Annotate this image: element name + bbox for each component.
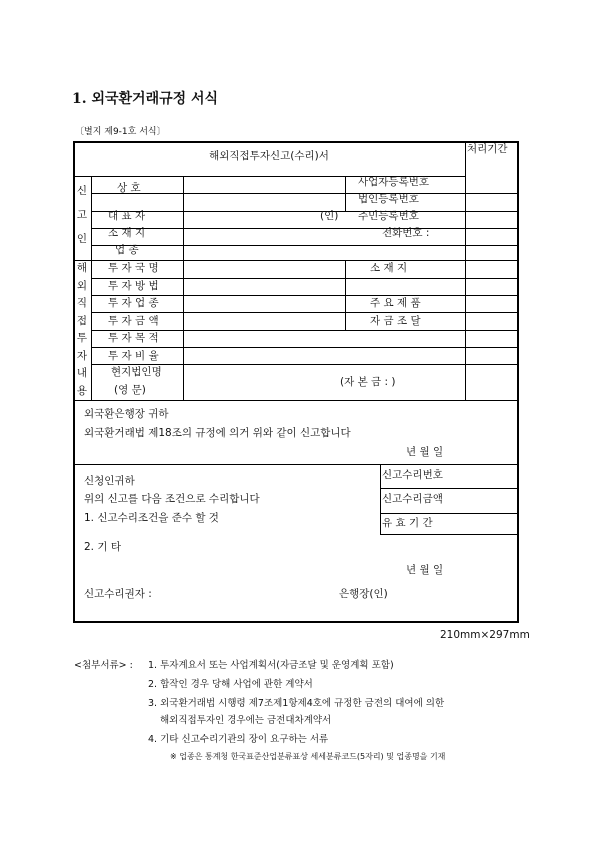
invest-ratio-label: 투 자 비 율 bbox=[108, 350, 159, 362]
accept-no-label: 신고수리번호 bbox=[382, 469, 443, 481]
address-label: 소 재 지 bbox=[108, 227, 146, 239]
accept-text: 위의 신고를 다음 조건으로 수리합니다 bbox=[84, 493, 260, 505]
invest-industry-label: 투 자 업 종 bbox=[108, 297, 159, 309]
trade-name-label: 상 호 bbox=[117, 182, 141, 194]
phone-label: 전화번호 : bbox=[382, 227, 430, 239]
attachment-item-3-cont: 해외직접투자인 경우에는 금전대차계약서 bbox=[160, 715, 332, 726]
section-invest-1: 해 bbox=[76, 262, 88, 274]
attachments-label: <첨부서류> : bbox=[74, 660, 133, 671]
business-type-label: 업 종 bbox=[115, 244, 139, 256]
section-invest-3: 직 bbox=[76, 297, 88, 309]
invest-purpose-label: 투 자 목 적 bbox=[108, 332, 159, 344]
english-name-label: (영 문) bbox=[114, 384, 146, 396]
condition-2-text: 2. 기 타 bbox=[84, 541, 121, 553]
attachment-item-2: 2. 합작인 경우 당해 사업에 관한 계약서 bbox=[148, 679, 313, 690]
resident-reg-no-label: 주민등록번호 bbox=[358, 210, 419, 222]
date-text: 년 월 일 bbox=[406, 446, 444, 458]
page-heading: 1. 외국환거래규정 서식 bbox=[72, 91, 219, 107]
local-corp-name-label: 현지법인명 bbox=[111, 366, 162, 378]
bank-head-label: 은행장(인) bbox=[339, 588, 388, 600]
processing-period-label: 처리기간 bbox=[467, 143, 508, 155]
declaration-text: 외국환거래법 제18조의 규정에 의거 위와 같이 신고합니다 bbox=[84, 427, 351, 439]
date2-text: 년 월 일 bbox=[406, 564, 444, 576]
attachment-item-1: 1. 투자계요서 또는 사업계획서(자금조달 및 운영계획 포함) bbox=[148, 660, 394, 671]
form-reference: 〔별지 제9-1호 서식〕 bbox=[75, 127, 166, 137]
representative-label: 대 표 자 bbox=[108, 210, 146, 222]
applicant-text: 신청인귀하 bbox=[84, 475, 135, 487]
addressee-text: 외국환은행장 귀하 bbox=[84, 408, 169, 420]
invest-country-label: 투 자 국 명 bbox=[108, 262, 159, 274]
section-invest-7: 내 bbox=[76, 367, 88, 379]
corp-reg-no-label: 법인등록번호 bbox=[358, 193, 419, 205]
section-invest-4: 접 bbox=[76, 315, 88, 327]
section-invest-6: 자 bbox=[76, 350, 88, 362]
attachment-item-3: 3. 외국환거래법 시행령 제7조제1항제4호에 규정한 금전의 대여에 의한 bbox=[148, 698, 445, 709]
capital-label: (자 본 금 : ) bbox=[340, 376, 396, 388]
section-invest-5: 투 bbox=[76, 332, 88, 344]
seal-mark: (인) bbox=[320, 210, 339, 222]
invest-method-label: 투 자 방 법 bbox=[108, 280, 159, 292]
accept-amount-label: 신고수리금액 bbox=[382, 493, 443, 505]
fund-raising-label: 자 금 조 달 bbox=[370, 315, 421, 327]
attachment-item-4: 4. 기타 신고수리기관의 장이 요구하는 서류 bbox=[148, 734, 329, 745]
valid-period-label: 유 효 기 간 bbox=[382, 517, 433, 529]
business-reg-no-label: 사업자등록번호 bbox=[358, 176, 430, 188]
authority-label: 신고수리권자 : bbox=[84, 588, 152, 600]
main-products-label: 주 요 제 품 bbox=[370, 297, 421, 309]
invest-amount-label: 투 자 금 액 bbox=[108, 315, 159, 327]
footnote-text: ※ 업종은 통계청 한국표준산업분류표상 세세분류코드(5자리) 및 업종명을 기재 bbox=[170, 752, 446, 761]
section-reporter-1: 신 bbox=[76, 185, 88, 197]
section-reporter-3: 인 bbox=[76, 233, 88, 245]
section-invest-2: 외 bbox=[76, 280, 88, 292]
paper-size-note: 210mm×297mm bbox=[440, 629, 530, 641]
invest-address-label: 소 재 지 bbox=[370, 262, 408, 274]
section-invest-8: 용 bbox=[76, 385, 88, 397]
section-reporter-2: 고 bbox=[76, 209, 88, 221]
form-title: 해외직접투자신고(수리)서 bbox=[209, 150, 329, 162]
condition-1-text: 1. 신고수리조건을 준수 할 것 bbox=[84, 512, 219, 524]
